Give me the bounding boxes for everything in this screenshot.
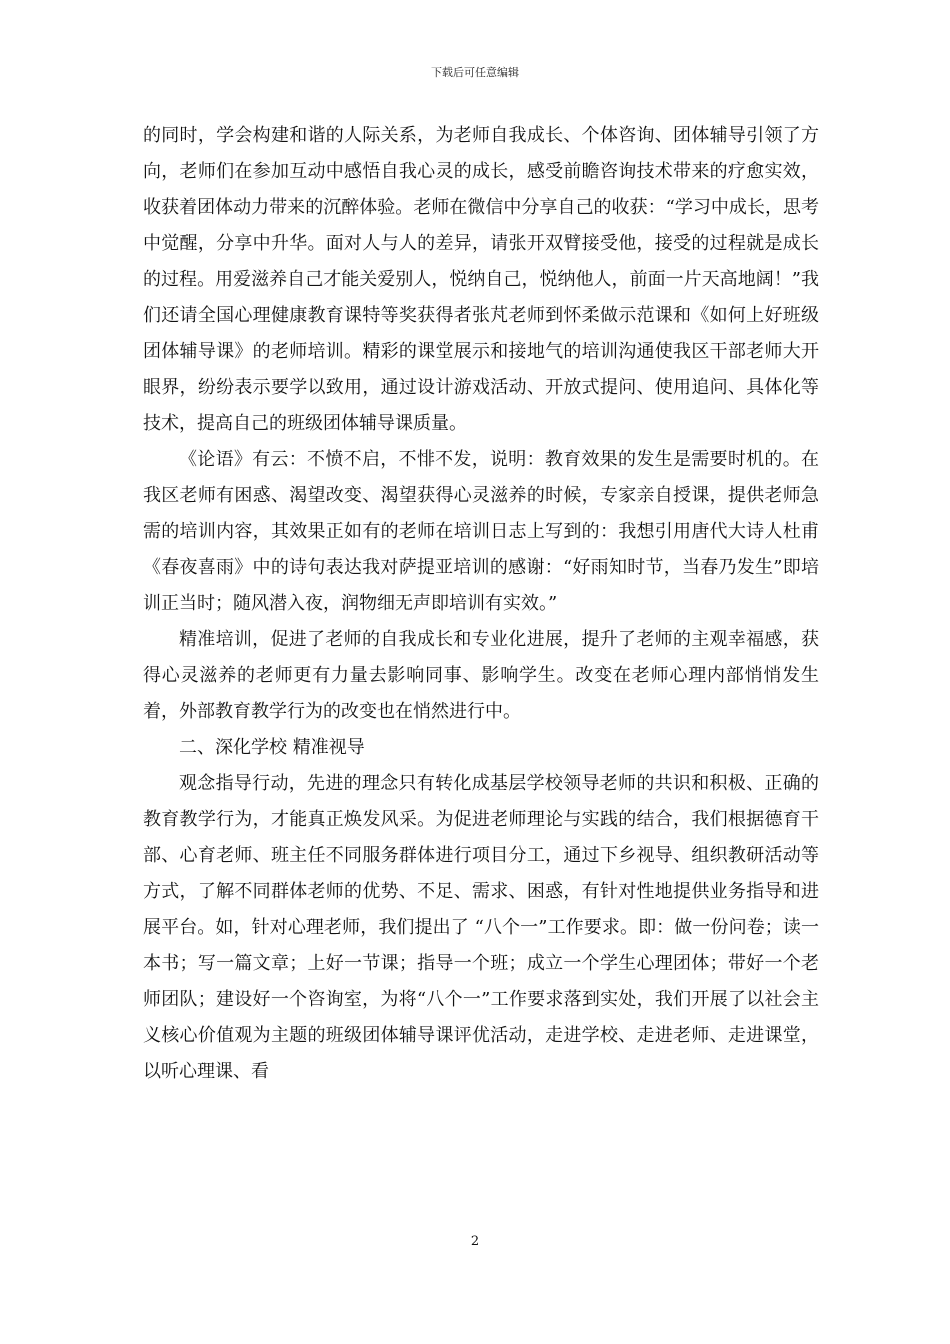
section-heading: 二、深化学校 精准视导 <box>179 737 365 758</box>
document-body <box>143 118 819 1090</box>
paragraph-continuation: 的同时，学会构建和谐的人际关系，为老师自我成长、个体咨询、团体辅导引领了方向，老师们在参加互动中感悟自我心灵的成长，感受前瞻咨询技术带来的疗愈实效，收获着团体动力带来的沉醉体验。老师在微信中分享自己的收获：“学习中成长，思考中觉醒，分享中升华。面对人与人的差异，请张开双臂接受他，接受的过程就是成长的过程。用爱滋养自己才能关爱别人，悦纳自己，悦纳他人，前面一片天高地阔！”我们还请全国心理健康教育课特等奖获得者张芃老师到怀柔做示范课和《如何上好班级团体辅导课》的老师培训。精彩的课堂展示和接地气的培训沟通使我区干部老师大开眼界，纷纷表示要学以致用，通过设计游戏活动、开放式提问、使用追问、具体化等技术，提高自己的班级团体辅导课质量。 <box>143 125 819 434</box>
paragraph-precise-training: 精准培训，促进了老师的自我成长和专业化进展，提升了老师的主观幸福感，获得心灵滋养的老师更有力量去影响同事、影响学生。改变在老师心理内部悄悄发生着，外部教育教学行为的改变也在悄然进行中。 <box>143 629 819 722</box>
paragraph-concept-guidance: 观念指导行动，先进的理念只有转化成基层学校领导老师的共识和积极、正确的教育教学行为，才能真正焕发风采。为促进老师理论与实践的结合，我们根据德育干部、心育老师、班主任不同服务群体进行项目分工，通过下乡视导、组织教研活动等方式，了解不同群体老师的优势、不足、需求、困惑，有针对性地提供业务指导和进展平台。如，针对心理老师，我们提出了 “八个一”工作要求。即：做一份问卷；读一本书；写一篇文章；上好一节课；指导一个班；成立一个学生心理团体；带好一个老师团队；建设好一个咨询室，为将“八个一”工作要求落到实处，我们开展了以社会主义核心价值观为主题的班级团体辅导课评优活动，走进学校、走进老师、走进课堂，以听心理课、看 <box>143 773 819 1082</box>
page-header: 下载后可任意编辑 <box>431 66 519 79</box>
page-number: 2 <box>470 1234 480 1249</box>
paragraph-lunyu: 《论语》有云：不愤不启，不悱不发，说明：教育效果的发生是需要时机的。在我区老师有困惑、渴望改变、渴望获得心灵滋养的时候，专家亲自授课，提供老师急需的培训内容，其效果正如有的老师在培训日志上写到的：我想引用唐代大诗人杜甫《春夜喜雨》中的诗句表达我对萨提亚培训的感谢：“好雨知时节，当春乃发生”即培训正当时；随风潜入夜，润物细无声即培训有实效。” <box>143 449 819 614</box>
